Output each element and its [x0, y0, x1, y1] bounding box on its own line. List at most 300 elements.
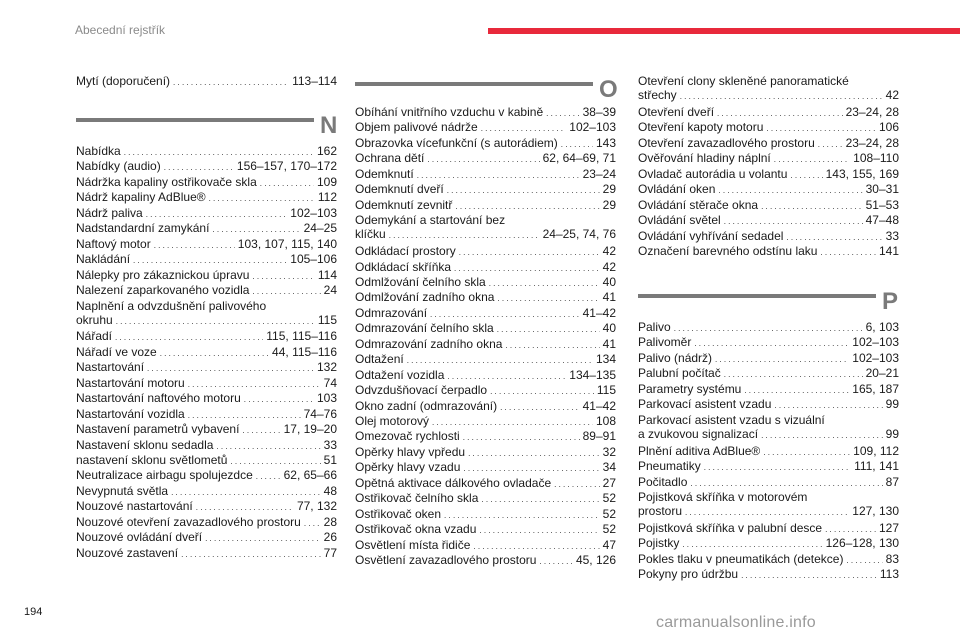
index-entry-term: Odkládací skříňka — [355, 259, 452, 274]
leader-dots — [455, 198, 599, 214]
index-entry-term: Objem palivové nádrže — [355, 120, 478, 135]
index-entry-pages: 47–48 — [865, 213, 899, 228]
index-entry — [76, 376, 337, 392]
index-entry-term-line: Odemykání a startování bez — [355, 213, 506, 228]
index-entry — [76, 206, 337, 222]
header-title: Abecední rejstřík — [75, 23, 166, 37]
index-entry — [76, 530, 337, 546]
index-entry — [355, 460, 616, 476]
index-entry-pages: 114 — [317, 267, 337, 282]
index-entry — [76, 484, 337, 500]
index-entry-term: Nabídka — [76, 144, 121, 158]
section-letter: O — [599, 76, 618, 103]
index-entry — [76, 515, 337, 531]
index-entry-pages: 29 — [602, 197, 616, 212]
index-entry-term: Opěrky hlavy vpředu — [355, 444, 466, 459]
index-entry-pages: 115 — [596, 383, 616, 398]
index-entry-term: Odvzdušňovací čerpadlo — [355, 383, 488, 398]
index-entry — [355, 167, 616, 183]
index-entry-term: Pokyny pro údržbu — [638, 567, 739, 582]
index-entry-pages: 89–91 — [582, 429, 616, 444]
index-entry-term: Ovládání oken — [638, 182, 716, 197]
index-entry-pages: 52 — [602, 506, 616, 521]
index-entry — [355, 198, 616, 214]
section-divider — [355, 82, 593, 86]
index-entry-term: Nálepky pro zákaznickou úpravu — [76, 267, 250, 282]
leader-dots — [164, 159, 234, 175]
leader-dots — [479, 522, 599, 538]
leader-dots — [252, 283, 320, 299]
index-entry — [355, 445, 616, 461]
index-entry-pages: 143 — [595, 135, 616, 150]
index-entry-pages: 102–103 — [290, 205, 337, 220]
index-entry-term: Nádrž paliva — [76, 205, 143, 220]
leader-dots — [260, 175, 314, 191]
index-entry-pages: 42 — [602, 244, 616, 259]
leader-dots — [761, 427, 883, 443]
index-entry-term-line: Parkovací asistent vzadu s vizuální — [638, 412, 825, 427]
index-entry — [76, 159, 337, 175]
index-entry — [638, 521, 899, 537]
index-entry-term: a zvukovou signalizací — [638, 426, 759, 441]
leader-dots — [741, 567, 877, 583]
index-entry-term: Ovládání vyhřívání sedadel — [638, 228, 784, 243]
leader-dots — [209, 190, 315, 206]
leader-dots — [205, 530, 321, 546]
leader-dots — [489, 275, 600, 291]
index-entry-term: Odkládací prostory — [355, 244, 456, 259]
index-entry-term: Nářadí ve voze — [76, 344, 157, 359]
index-entry-pages: 51–53 — [865, 197, 899, 212]
index-entry-term: Ovládání světel — [638, 213, 721, 228]
index-entry-pages: 103 — [316, 391, 337, 406]
leader-dots — [718, 182, 862, 198]
leader-dots — [427, 151, 539, 167]
leader-dots — [685, 504, 849, 520]
index-entry — [638, 229, 899, 245]
leader-dots — [481, 120, 567, 136]
index-entry — [638, 475, 899, 491]
index-entry-term: Označení barevného odstínu laku — [638, 243, 818, 258]
index-entry-pages: 108–110 — [853, 151, 899, 166]
leader-dots — [417, 167, 580, 183]
leader-dots — [116, 313, 315, 329]
index-entry-pages: 156–157, 170–172 — [236, 159, 337, 174]
index-entry-pages: 141 — [878, 243, 899, 258]
index-entry-pages: 44, 115–116 — [272, 344, 337, 359]
index-entry-term: Opěrky hlavy vzadu — [355, 460, 461, 475]
index-entry-term: Otevření zavazadlového prostoru — [638, 135, 815, 150]
index-entry-pages: 41–42 — [582, 398, 616, 413]
index-entry-pages: 113 — [879, 567, 899, 582]
index-entry-term: Opětná aktivace dálkového ovladače — [355, 475, 552, 490]
index-entry-pages: 48 — [323, 483, 337, 498]
index-entry — [355, 136, 616, 152]
index-entry — [76, 453, 337, 469]
index-entry — [638, 151, 899, 167]
index-entry-term: Odmlžování zadního okna — [355, 290, 495, 305]
page-number: 194 — [24, 606, 43, 618]
leader-dots — [766, 120, 876, 136]
index-entry — [638, 366, 899, 382]
leader-dots — [774, 151, 850, 167]
index-entry-pages: 143, 155, 169 — [825, 166, 899, 181]
leader-dots — [147, 360, 314, 376]
index-entry-term: Parametry systému — [638, 381, 742, 396]
index-entry — [638, 382, 899, 398]
index-entry — [638, 167, 899, 183]
index-entry-term: Osvětlení zavazadlového prostoru — [355, 553, 537, 568]
index-entry-pages: 162 — [316, 144, 337, 158]
index-entry — [76, 299, 337, 329]
index-entry-term: klíčku — [355, 227, 386, 242]
index-entry-pages: 102–103 — [569, 120, 616, 135]
index-entry-term: Otevření kapoty motoru — [638, 120, 764, 135]
index-entry-term: Pokles tlaku v pneumatikách (detekce) — [638, 551, 844, 566]
index-entry-term: Pojistky — [638, 536, 680, 551]
index-entry — [76, 345, 337, 361]
index-entry — [76, 422, 337, 438]
index-entry-pages: 127, 130 — [852, 503, 899, 518]
index-entry-pages: 51 — [323, 453, 337, 467]
index-entry-term: Ochrana dětí — [355, 151, 425, 166]
index-entry-pages: 24–25, 74, 76 — [542, 227, 616, 242]
leader-dots — [546, 105, 580, 121]
index-entry — [76, 74, 337, 90]
index-entry-pages: 108 — [595, 414, 616, 428]
leader-dots — [680, 88, 883, 104]
index-entry — [638, 536, 899, 552]
leader-dots — [539, 553, 573, 569]
index-entry-term: Nadstandardní zamykání — [76, 221, 210, 236]
index-entry — [76, 468, 337, 484]
index-entry — [76, 237, 337, 253]
leader-dots — [188, 376, 321, 392]
index-entry-pages: 102–103 — [852, 350, 899, 365]
index-entry — [355, 414, 616, 430]
index-entry — [638, 198, 899, 214]
index-entry-pages: 27 — [602, 475, 616, 490]
index-entry-pages: 132 — [316, 360, 337, 375]
index-entry-pages: 103, 107, 115, 140 — [237, 236, 337, 251]
index-entry — [355, 244, 616, 260]
index-entry-term: prostoru — [638, 503, 683, 518]
leader-dots — [188, 407, 301, 423]
index-entry — [638, 74, 899, 104]
index-entry-pages: 41–42 — [582, 305, 616, 320]
leader-dots — [196, 499, 294, 515]
index-entry — [76, 175, 337, 191]
leader-dots — [846, 552, 882, 568]
index-entry-term: Odemknutí dveří — [355, 182, 444, 197]
leader-dots — [500, 399, 580, 415]
index-entry — [355, 368, 616, 384]
index-entry-pages: 28 — [323, 514, 337, 529]
index-entry-pages: 32 — [602, 444, 616, 459]
leader-dots — [115, 329, 263, 345]
leader-dots — [481, 491, 599, 507]
index-entry — [355, 476, 616, 492]
leader-dots — [473, 538, 599, 554]
index-entry-pages: 113–114 — [292, 74, 337, 88]
index-entry — [76, 283, 337, 299]
leader-dots — [447, 368, 566, 384]
leader-dots — [674, 320, 863, 336]
index-entry-term: Nouzové ovládání dveří — [76, 530, 203, 545]
index-entry-pages: 38–39 — [582, 105, 616, 119]
index-entry-term: Nářadí — [76, 329, 113, 344]
index-entry-term: Otevření dveří — [638, 104, 715, 119]
index-entry — [638, 120, 899, 136]
index-entry-pages: 134 — [595, 352, 616, 367]
leader-dots — [761, 198, 863, 214]
index-entry — [355, 182, 616, 198]
index-entry-term: Okno zadní (odmrazování) — [355, 398, 498, 413]
index-entry — [355, 383, 616, 399]
index-entry — [638, 182, 899, 198]
leader-dots — [497, 321, 600, 337]
leader-dots — [430, 306, 580, 322]
index-entry-term: Odemknutí zevnitř — [355, 197, 453, 212]
section-letter: N — [320, 112, 338, 139]
leader-dots — [744, 382, 849, 398]
index-entry-pages: 41 — [602, 336, 616, 351]
header-accent-bar — [488, 28, 960, 34]
index-entry-term: Plnění aditiva AdBlue® — [638, 443, 761, 458]
leader-dots — [304, 515, 321, 531]
leader-dots — [724, 366, 863, 382]
leader-dots — [216, 438, 320, 454]
leader-dots — [230, 453, 320, 469]
index-entry — [355, 275, 616, 291]
index-entry-pages: 134–135 — [569, 367, 616, 382]
index-entry-pages: 33 — [323, 437, 337, 452]
index-entry-term-line: Pojistková skříňka v motorovém — [638, 489, 808, 504]
index-entry-pages: 74–76 — [303, 406, 337, 421]
index-entry — [638, 490, 899, 520]
index-entry — [355, 105, 616, 121]
index-entry — [638, 413, 899, 443]
index-entry-term: Nouzové zastavení — [76, 545, 179, 560]
index-entry-pages: 52 — [602, 491, 616, 506]
index-entry — [355, 213, 616, 243]
index-entry-term: Pneumatiky — [638, 459, 701, 474]
index-entry-pages: 30–31 — [865, 182, 899, 197]
index-entry-pages: 74 — [323, 375, 337, 390]
leader-dots — [763, 444, 850, 460]
index-entry-term: Odmrazování — [355, 305, 428, 320]
index-entry — [355, 120, 616, 136]
index-entry-pages: 40 — [602, 274, 616, 289]
leader-dots — [244, 391, 314, 407]
index-entry-term: Pojistková skříňka v palubní desce — [638, 520, 823, 535]
index-entry-term: Naftový motor — [76, 236, 151, 251]
index-entry — [355, 507, 616, 523]
index-entry — [638, 351, 899, 367]
index-entry-pages: 99 — [885, 397, 899, 412]
section-letter: P — [882, 288, 899, 315]
leader-dots — [242, 422, 280, 438]
index-entry — [76, 329, 337, 345]
index-entry — [355, 352, 616, 368]
index-entry-pages: 102–103 — [852, 335, 899, 350]
leader-dots — [432, 414, 593, 430]
index-entry — [76, 144, 337, 160]
index-entry-term: Nalezení zaparkovaného vozidla — [76, 283, 250, 298]
index-entry-term: střechy — [638, 88, 677, 102]
leader-dots — [173, 74, 289, 90]
index-entry-pages: 87 — [885, 474, 899, 489]
index-entry — [76, 438, 337, 454]
index-entry-pages: 99 — [885, 426, 899, 441]
index-entry — [638, 244, 899, 260]
index-entry-pages: 23–24, 28 — [845, 135, 899, 150]
leader-dots — [704, 459, 851, 475]
leader-dots — [133, 252, 287, 268]
index-entry — [355, 399, 616, 415]
leader-dots — [171, 484, 321, 500]
leader-dots — [724, 213, 863, 229]
leader-dots — [690, 475, 882, 491]
index-entry-term: Nastavení parametrů vybavení — [76, 422, 240, 437]
index-entry-term: Osvětlení místa řidiče — [355, 537, 471, 552]
index-entry-pages: 127 — [878, 520, 899, 535]
index-entry-term: Nastavení sklonu sedadla — [76, 437, 214, 452]
leader-dots — [717, 105, 843, 121]
leader-dots — [252, 268, 314, 284]
index-entry-pages: 29 — [602, 182, 616, 197]
index-entry-term: Obíhání vnitřního vzduchu v kabině — [355, 105, 544, 119]
index-entry-term: Ovládání stěrače okna — [638, 197, 759, 212]
leader-dots — [694, 335, 849, 351]
index-entry-pages: 109, 112 — [853, 443, 899, 458]
index-entry — [638, 444, 899, 460]
index-entry-term: Palivo — [638, 320, 671, 334]
index-entry-pages: 24 — [323, 283, 337, 298]
index-entry — [355, 290, 616, 306]
index-entry-term: Ostřikovač okna vzadu — [355, 522, 477, 537]
index-entry-pages: 26 — [323, 530, 337, 545]
index-entry-pages: 34 — [602, 460, 616, 475]
index-entry-pages: 111, 141 — [854, 459, 899, 474]
index-entry — [638, 213, 899, 229]
index-entry-pages: 45, 126 — [575, 553, 616, 568]
leader-dots — [497, 290, 599, 306]
leader-dots — [682, 536, 822, 552]
index-entry — [76, 546, 337, 562]
index-entry-pages: 77, 132 — [296, 499, 337, 514]
index-entry-term: Nouzové otevření zavazadlového prostoru — [76, 514, 301, 529]
index-entry-term: Neutralizace airbagu spolujezdce — [76, 468, 253, 483]
index-entry — [76, 190, 337, 206]
index-entry-pages: 77 — [323, 545, 337, 560]
index-entry-term: Nakládání — [76, 252, 131, 267]
index-entry-term: Ovladač autorádia u volantu — [638, 166, 788, 181]
index-entry-pages: 115, 115–116 — [266, 329, 337, 344]
index-entry-term: nastavení sklonu světlometů — [76, 453, 228, 467]
index-entry — [355, 151, 616, 167]
leader-dots — [256, 468, 281, 484]
index-entry-pages: 23–24, 28 — [845, 104, 899, 119]
index-entry-pages: 115 — [317, 312, 337, 327]
leader-dots — [774, 397, 882, 413]
index-entry-term: Odtažení — [355, 352, 404, 367]
index-entry-pages: 42 — [885, 88, 899, 102]
leader-dots — [454, 260, 600, 276]
index-entry-term: Nabídky (audio) — [76, 159, 161, 174]
index-entry-term: Palivoměr — [638, 335, 692, 350]
index-entry-pages: 41 — [602, 290, 616, 305]
leader-dots — [490, 383, 594, 399]
index-entry — [638, 552, 899, 568]
index-entry-term: Nastartování — [76, 360, 145, 375]
index-entry — [355, 491, 616, 507]
index-entry — [355, 337, 616, 353]
index-entry — [355, 522, 616, 538]
index-entry-pages: 165, 187 — [852, 381, 899, 396]
index-entry — [76, 407, 337, 423]
index-entry-term: Ostřikovač čelního skla — [355, 491, 479, 506]
index-entry — [638, 320, 899, 336]
leader-dots — [463, 429, 580, 445]
index-entry — [76, 360, 337, 376]
index-entry — [355, 321, 616, 337]
watermark: carmanualsonline.info — [656, 614, 816, 631]
index-entry — [638, 335, 899, 351]
leader-dots — [160, 345, 269, 361]
index-entry-term: Nádrž kapaliny AdBlue® — [76, 190, 206, 205]
index-entry-term: Nouzové nastartování — [76, 499, 193, 514]
leader-dots — [820, 244, 876, 260]
leader-dots — [181, 546, 321, 562]
index-entry — [355, 538, 616, 554]
index-entry-pages: 23–24 — [582, 166, 616, 181]
index-entry-pages: 47 — [602, 537, 616, 552]
index-entry-term: okruhu — [76, 312, 113, 327]
index-entry — [638, 397, 899, 413]
index-entry-term: Odtažení vozidla — [355, 367, 445, 382]
index-entry-term: Odmrazování čelního skla — [355, 321, 494, 336]
index-entry-pages: 83 — [885, 551, 899, 566]
index-entry-term: Omezovač rychlosti — [355, 429, 460, 444]
index-entry-term-line: Naplnění a odvzdušnění palivového — [76, 298, 267, 313]
index-entry-pages: 62, 64–69, 71 — [542, 151, 616, 166]
index-entry-term: Počitadlo — [638, 474, 688, 489]
index-entry — [76, 499, 337, 515]
leader-dots — [407, 352, 593, 368]
index-entry-term: Nastartování vozidla — [76, 406, 185, 421]
section-divider — [76, 118, 314, 122]
index-entry-pages: 6, 103 — [865, 320, 899, 334]
index-entry-term: Parkovací asistent vzadu — [638, 397, 772, 412]
leader-dots — [212, 221, 300, 237]
index-entry — [355, 553, 616, 569]
index-entry-pages: 20–21 — [865, 366, 899, 381]
leader-dots — [124, 144, 314, 160]
index-entry-term: Palubní počítač — [638, 366, 721, 381]
leader-dots — [825, 521, 876, 537]
index-entry-term: Ostřikovač oken — [355, 506, 442, 521]
index-entry-term-line: Otevření clony skleněné panoramatické — [638, 74, 849, 88]
index-entry-term: Palivo (nádrž) — [638, 350, 713, 365]
leader-dots — [818, 136, 843, 152]
index-entry-term: Ověřování hladiny náplní — [638, 151, 771, 166]
index-entry-term: Mytí (doporučení) — [76, 74, 171, 88]
index-entry-pages: 109 — [316, 174, 337, 189]
index-entry-term: Nádržka kapaliny ostřikovače skla — [76, 174, 257, 189]
index-entry-pages: 33 — [885, 228, 899, 243]
leader-dots — [447, 182, 600, 198]
